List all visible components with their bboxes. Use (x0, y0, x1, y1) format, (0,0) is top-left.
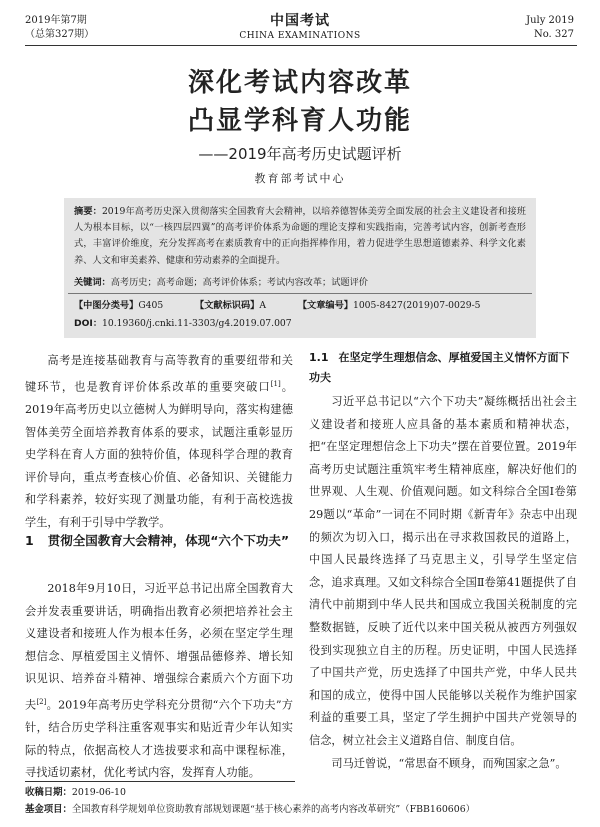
title-line-2: 凸显学科育人功能 (187, 106, 412, 136)
subsection-number: 1.1 (309, 351, 329, 364)
fund-value: 全国教育科学规划单位资助教育部规划课题“基于核心素养的高考内容改革研究”（FBB160606） (71, 804, 476, 815)
journal-masthead (0, 10, 600, 41)
header-divider (25, 45, 577, 46)
month-year: July 2019 (526, 15, 574, 26)
abstract (74, 204, 526, 269)
received-label: 收稿日期： (25, 787, 72, 798)
subsection-text: 习近平总书记以“六个下功夫”凝练概括出社会主义建设者和接班人应具备的基本素质和精神状态，把“在坚定理想信念上下功夫”摆在首要位置。2019年高考历史试题注重筑牢考生精神底座，解决好他们的世界观、人生观、价值观问题。如文科综合全国Ⅰ卷第29题以“革命”一词在不同时期《新青年》杂志中出现的频次为切入口，揭示出在寻求救国救民的道路上，中国人民最终选择了马克思主义，引导学生坚定信念，追求真理。又如文科综合全国Ⅱ卷第41题提供了自清代中前期到中华人民共和国成立我国关税制度的完整数据链，反映了近代以来中国关税从被西方列强奴役到实现独立自主的历程。历史证明，中国人民选择了中国共产党，历史选择了中国共产党，中华人民共和国的成立，使得中国人民能够以关税作为维护国家利益的重要工具，坚定了学生拥护中国共产党领导的信念，树立社会主义道路自信、制度自信。 (309, 395, 577, 747)
journal-logo-cn: 中国考试 (270, 13, 330, 29)
doi-value: 10.19360/j.cnki.11-3303/g4.2019.07.007 (102, 318, 292, 329)
abstract-label: 摘要： (74, 206, 102, 217)
title-line-1: 深化考试内容改革 (187, 68, 412, 98)
intro-text: 高考是连接基础教育与高等教育的重要纽带和关键环节，也是教育评价体系改革的重要突破口 (25, 354, 293, 394)
intro-text-cont: 。2019年高考历史以立德树人为鲜明导向，落实构建德智体美劳全面培养教育体系的要求，试题注重彰显历史学科在育人方面的独特价值，体现科学合理的教育评价导向，重点考查核心价值、必备知识、关键能力和学科素养，较好实现了测量功能，有利于高校选拔学生，有利于引导中学教学。 (25, 380, 293, 529)
author: 教育部考试中心 (254, 172, 346, 185)
section-1-text-cont: 。2019年高考历史学科充分贯彻“六个下功夫”方针，结合历史学科注重客观事实和贴近青少年认知实际的特点，依据高校人才选拔要求和高中课程标准，寻找适切素材，优化考试内容，发挥育人功能。 (25, 698, 293, 780)
doc-code-label: 【文献标识码】 (195, 300, 260, 311)
abstract-text: 2019年高考历史深入贯彻落实全国教育大会精神，以培养德智体美劳全面发展的社会主义建设者和接班人为根本目标，以“一核四层四翼”的高考评价体系为命题的理论支撑和实践指南，完善考试内容，创新考查形式，丰富评价维度，充分发挥高考在素质教育中的正向指挥棒作用，着力促进学生思想道德素养、科学文化素养、人文和审美素养、健康和劳动素养的全面提升。 (74, 206, 526, 266)
footnote-divider (25, 781, 295, 782)
subsection-paragraph (309, 391, 577, 775)
section-1-text: 2018年9月10日，习近平总书记出席全国教育大会并发表重要讲话，明确指出教育必须把培养社会主义建设者和接班人作为根本任务，必须在坚定学生理想信念、厚植爱国主义情怀、增强品德修养、增长知识见识、培养奋斗精神、增强综合素质六个方面下功夫 (25, 582, 293, 712)
issue-date (526, 14, 574, 42)
received-date (25, 785, 126, 801)
clc-label: 【中图分类号】 (74, 300, 139, 311)
subtitle: ——2019年高考历史试题评析 (198, 145, 402, 163)
received-value: 2019-06-10 (71, 787, 126, 798)
subsection-text-2: 司马迁曾说，“常思奋不顾身，而殉国家之急”。 (331, 756, 567, 770)
total-issue: （总第327期） (25, 29, 95, 40)
section-number: 1 (25, 533, 34, 548)
doi-label: DOI： (74, 318, 103, 329)
section-1-paragraph (25, 578, 293, 785)
subsection-1-1-heading (309, 348, 577, 388)
article-no-value: 1005-8427(2019)07-0029-5 (352, 300, 481, 311)
section-1-heading (25, 530, 293, 552)
issue-number: 2019年第7期 (25, 15, 87, 26)
intro-paragraph (25, 350, 293, 534)
keywords (74, 275, 526, 291)
classification-line (74, 299, 534, 313)
abstract-divider (68, 293, 532, 294)
journal-name-en: CHINA EXAMINATIONS (239, 31, 361, 41)
fund-info (25, 802, 475, 818)
keywords-label: 关键词： (74, 277, 111, 288)
citation-2: [2] (36, 697, 47, 706)
keywords-text: 高考历史；高考命题；高考评价体系；考试内容改革；试题评价 (110, 277, 368, 288)
citation-1: [1] (270, 379, 281, 388)
fund-label: 基金项目： (25, 804, 72, 815)
clc-value: G405 (138, 300, 164, 311)
section-title: 贯彻全国教育大会精神，体现“六个下功夫” (47, 533, 290, 548)
subsection-title: 在坚定学生理想信念、厚植爱国主义情怀方面下功夫 (309, 351, 570, 384)
doi-line (74, 317, 534, 331)
doc-code-value: A (259, 300, 266, 311)
issue-no: No. 327 (533, 29, 574, 40)
article-no-label: 【文章编号】 (297, 300, 353, 311)
